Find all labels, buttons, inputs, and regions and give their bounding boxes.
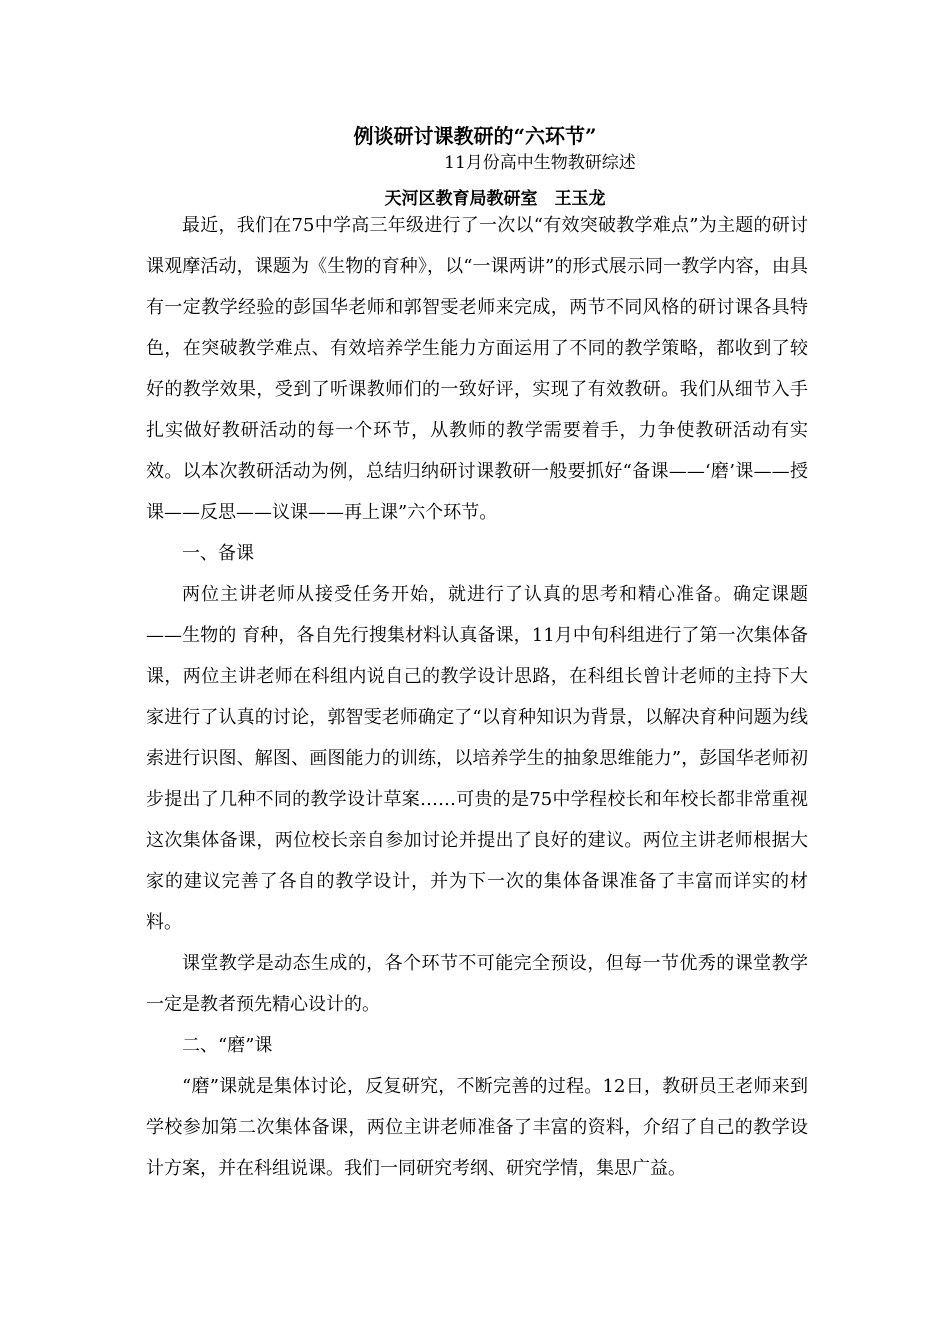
document-title: 例谈研讨课教研的“六环节” xyxy=(353,124,597,148)
document-body xyxy=(146,205,808,1189)
paragraph-intro: 最近，我们在75中学高三年级进行了一次以“有效突破教学难点”为主题的研讨课观摩活动，课题为《生物的育种》，以“一课两讲”的形式展示同一教学内容，由具有一定教学经验的彭国华老师和郭智雯老师来完成，两节不同风格的研讨课各具特色，在突破教学难点、有效培养学生能力方面运用了不同的教学策略，都收到了较好的教学效果，受到了听课教师们的一致好评，实现了有效教研。我们从细节入手扎实做好教研活动的每一个环节，从教师的教学需要着手，力争使教研活动有实效。以本次教研活动为例，总结归纳研讨课教研一般要抓好“备课——‘磨’课——授课——反思——议课——再上课”六个环节。 xyxy=(146,215,808,523)
document-author: 天河区教育局教研室 王玉龙 xyxy=(384,189,606,209)
document-subtitle: 11月份高中生物教研综述 xyxy=(444,153,636,173)
paragraph-classroom: 课堂教学是动态生成的，各个环节不可能完全预设，但每一节优秀的课堂教学一定是教者预先精心设计的。 xyxy=(146,953,808,1015)
paragraph-prepare: 两位主讲老师从接受任务开始，就进行了认真的思考和精心准备。确定课题——生物的 育种，各自先行搜集材料认真备课，11月中旬科组进行了第一次集体备课，两位主讲老师在科组内说自己的教学设计思路，在科组长曾计老师的主持下大家进行了认真的讨论，郭智雯老师确定了“以育种知识为背景，以解决育种问题为线索进行识图、解图、画图能力的训练，以培养学生的抽象思维能力”，彭国华老师初步提出了几种不同的教学设计草案……可贵的是75中学程校长和年校长都非常重视这次集体备课，两位校长亲自参加讨论并提出了良好的建议。两位主讲老师根据大家的建议完善了各自的教学设计，并为下一次的集体备课准备了丰富而详实的材料。 xyxy=(146,584,808,933)
section-heading-polish: 二、“磨”课 xyxy=(182,1035,273,1056)
paragraph-polish: “磨”课就是集体讨论，反复研究，不断完善的过程。12日，教研员王老师来到学校参加第二次集体备课，两位主讲老师准备了丰富的资料，介绍了自己的教学设计方案，并在科组说课。我们一同研究考纲、研究学情，集思广益。 xyxy=(146,1076,808,1179)
section-heading-prepare: 一、备课 xyxy=(182,543,254,564)
